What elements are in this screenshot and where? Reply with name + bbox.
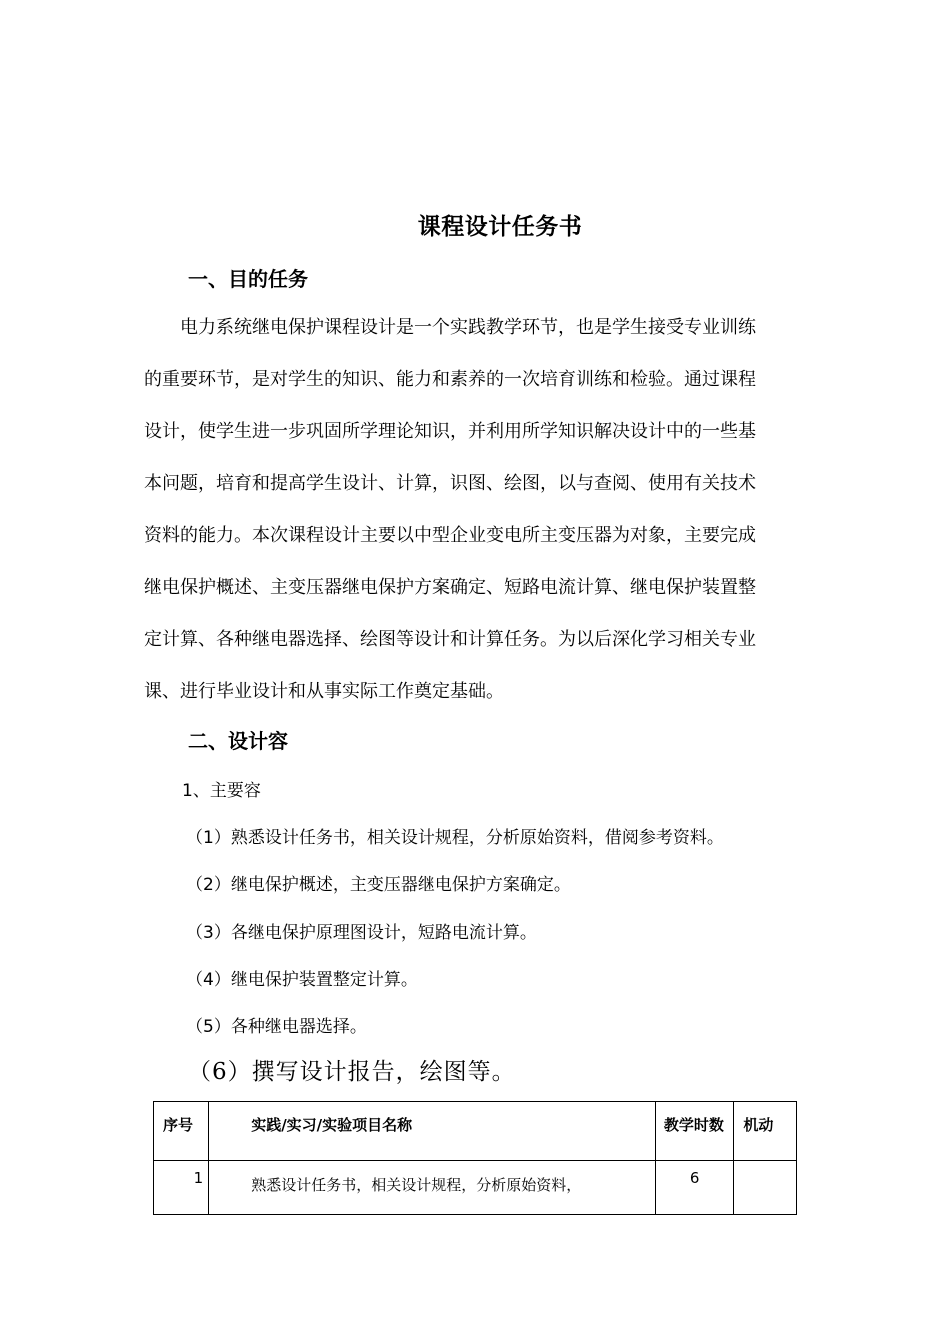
cell-hours: 6	[655, 1161, 734, 1215]
section-heading-design: 二、设计容	[188, 729, 288, 753]
paragraph-line: 设计，使学生进一步巩固所学理论知识，并利用所学知识解决设计中的一些基	[144, 421, 756, 442]
list-item: （6）撰写设计报告，绘图等。	[188, 1059, 516, 1085]
header-cell-name: 实践/实习/实验项目名称	[209, 1102, 656, 1161]
list-item: （2）继电保护概述，主变压器继电保护方案确定。	[186, 875, 571, 895]
list-item: （5）各种继电器选择。	[186, 1017, 367, 1037]
table-header-row	[154, 1102, 797, 1161]
task-table	[153, 1101, 797, 1215]
paragraph-line: 课、进行毕业设计和从事实际工作奠定基础。	[144, 681, 504, 702]
cell-name: 熟悉设计任务书，相关设计规程，分析原始资料，	[209, 1161, 656, 1215]
paragraph-line: 的重要环节，是对学生的知识、能力和素养的一次培育训练和检验。通过课程	[144, 369, 756, 390]
paragraph-line: 本问题，培育和提高学生设计、计算，识图、绘图，以与查阅、使用有关技术	[144, 473, 756, 494]
paragraph-line: 继电保护概述、主变压器继电保护方案确定、短路电流计算、继电保护装置整	[144, 577, 756, 598]
cell-flex	[734, 1161, 797, 1215]
list-item: （1）熟悉设计任务书，相关设计规程，分析原始资料，借阅参考资料。	[186, 828, 724, 848]
paragraph-line: 定计算、各种继电器选择、绘图等设计和计算任务。为以后深化学习相关专业	[144, 629, 756, 650]
header-cell-no: 序号	[154, 1102, 209, 1161]
header-cell-flex: 机动	[734, 1102, 797, 1161]
list-item: （4）继电保护装置整定计算。	[186, 970, 418, 990]
list-item: （3）各继电保护原理图设计，短路电流计算。	[186, 923, 537, 943]
table-row	[154, 1161, 797, 1215]
cell-no: 1	[154, 1161, 209, 1215]
document-title: 课程设计任务书	[417, 214, 583, 240]
header-cell-hours: 教学时数	[655, 1102, 734, 1161]
paragraph-line: 电力系统继电保护课程设计是一个实践教学环节，也是学生接受专业训练	[180, 317, 756, 338]
paragraph-line: 资料的能力。本次课程设计主要以中型企业变电所主变压器为对象，主要完成	[144, 525, 756, 546]
subheading-main-content: 1、主要容	[182, 781, 261, 801]
section-heading-purpose: 一、目的任务	[188, 267, 308, 291]
purpose-paragraph	[144, 302, 809, 718]
